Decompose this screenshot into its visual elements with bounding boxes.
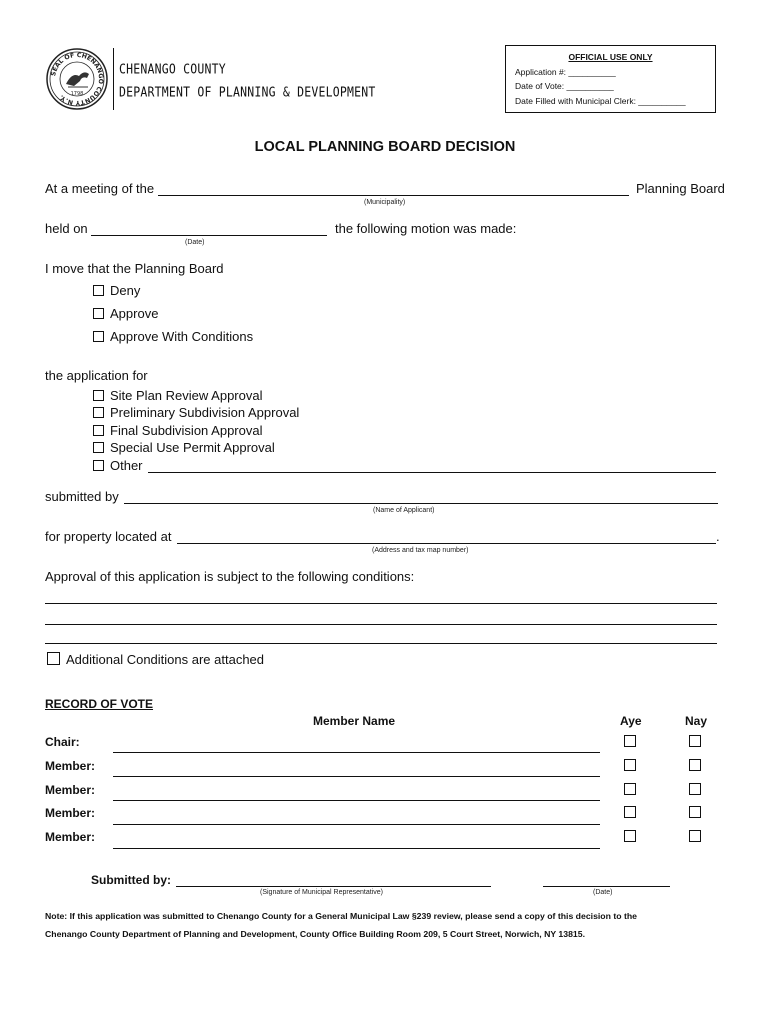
- site-plan-label: Site Plan Review Approval: [110, 388, 263, 403]
- official-use-title: OFFICIAL USE ONLY: [568, 52, 653, 62]
- member-2-nay-checkbox[interactable]: [689, 783, 701, 795]
- official-use-box: [505, 45, 716, 113]
- member-1-nay-checkbox[interactable]: [689, 759, 701, 771]
- department-name: DEPARTMENT OF PLANNING & DEVELOPMENT: [119, 84, 376, 101]
- motion-made-text: the following motion was made:: [335, 221, 517, 236]
- condition-line-3[interactable]: [45, 643, 717, 644]
- county-name: CHENANGO COUNTY: [119, 61, 226, 78]
- held-on-label: held on: [45, 221, 88, 236]
- note-line-2: Chenango County Department of Planning and Development, County Office Building Room 209, 5 Court Street, Norwich, NY 13815.: [45, 929, 585, 939]
- vote-row-label-member-1: Member:: [45, 759, 96, 773]
- member-name-header: Member Name: [313, 714, 396, 728]
- member-2-aye-checkbox[interactable]: [624, 783, 636, 795]
- motion-intro: I move that the Planning Board: [45, 261, 224, 276]
- application-type-final[interactable]: [93, 423, 262, 438]
- application-type-preliminary[interactable]: [93, 405, 299, 420]
- additional-conditions-label: Additional Conditions are attached: [66, 652, 265, 667]
- property-period: .: [716, 529, 720, 544]
- municipality-input-line[interactable]: [158, 195, 629, 196]
- nay-header: Nay: [685, 714, 708, 728]
- application-type-site-plan[interactable]: [93, 388, 262, 403]
- member-2-name-line[interactable]: [113, 800, 600, 801]
- meeting-date-input-line[interactable]: [91, 235, 327, 236]
- header-divider: [113, 48, 114, 110]
- chair-name-line[interactable]: [113, 752, 600, 753]
- signature-date-hint: (Date): [593, 889, 613, 896]
- final-subdivision-checkbox[interactable]: [93, 425, 104, 436]
- member-3-nay-checkbox[interactable]: [689, 806, 701, 818]
- date-hint: (Date): [185, 239, 205, 246]
- svg-text:SEAL OF CHENANGO COUNTY N.Y.: SEAL OF CHENANGO COUNTY N.Y.: [50, 51, 105, 107]
- motion-option-approve-conditions[interactable]: [93, 329, 253, 344]
- chair-nay-checkbox[interactable]: [689, 735, 701, 747]
- vote-row-label-chair: Chair:: [45, 735, 80, 749]
- municipality-hint: (Municipality): [364, 199, 406, 206]
- condition-line-1[interactable]: [45, 603, 717, 604]
- applicant-name-hint: (Name of Applicant): [373, 507, 435, 514]
- approve-with-conditions-label: Approve With Conditions: [110, 329, 254, 344]
- final-subdivision-label: Final Subdivision Approval: [110, 423, 263, 438]
- application-intro: the application for: [45, 368, 148, 383]
- other-checkbox[interactable]: [93, 460, 104, 471]
- county-seal-logo: [46, 48, 108, 110]
- member-4-aye-checkbox[interactable]: [624, 830, 636, 842]
- signature-hint: (Signature of Municipal Representative): [260, 889, 383, 896]
- submitted-by-label: submitted by: [45, 489, 119, 504]
- member-1-aye-checkbox[interactable]: [624, 759, 636, 771]
- special-use-checkbox[interactable]: [93, 442, 104, 453]
- additional-conditions-checkbox[interactable]: [47, 652, 60, 665]
- other-input-line[interactable]: [148, 472, 716, 473]
- other-label: Other: [110, 458, 143, 473]
- property-hint: (Address and tax map number): [372, 547, 469, 554]
- preliminary-subdivision-checkbox[interactable]: [93, 407, 104, 418]
- svg-text:1798: 1798: [70, 91, 84, 97]
- conditions-intro: Approval of this application is subject to the following conditions:: [45, 569, 415, 584]
- date-of-vote-field: Date of Vote: __________: [515, 81, 614, 91]
- property-address-input-line[interactable]: [177, 543, 716, 544]
- planning-board-label: Planning Board: [636, 181, 725, 196]
- application-type-other[interactable]: [93, 458, 143, 473]
- member-1-name-line[interactable]: [113, 776, 600, 777]
- member-4-name-line[interactable]: [113, 848, 600, 849]
- vote-row-label-member-4: Member:: [45, 830, 96, 844]
- approve-checkbox[interactable]: [93, 308, 104, 319]
- additional-conditions-option[interactable]: [47, 652, 264, 667]
- motion-option-deny[interactable]: [93, 283, 140, 298]
- signature-label: Submitted by:: [91, 873, 171, 887]
- note-line-1: Note: If this application was submitted to Chenango County for a General Municipal Law §239 review, please send a copy of this decision to the: [45, 911, 637, 921]
- record-of-vote-heading: RECORD OF VOTE: [45, 697, 154, 711]
- motion-option-approve[interactable]: [93, 306, 158, 321]
- vote-row-label-member-3: Member:: [45, 806, 96, 820]
- signature-date-input-line[interactable]: [543, 886, 670, 887]
- chair-aye-checkbox[interactable]: [624, 735, 636, 747]
- page-title: LOCAL PLANNING BOARD DECISION: [254, 139, 516, 155]
- date-filed-field: Date Filled with Municipal Clerk: __________: [515, 96, 686, 106]
- deny-label: Deny: [110, 283, 141, 298]
- member-3-aye-checkbox[interactable]: [624, 806, 636, 818]
- signature-input-line[interactable]: [176, 886, 491, 887]
- application-type-special-use[interactable]: [93, 440, 275, 455]
- member-4-nay-checkbox[interactable]: [689, 830, 701, 842]
- special-use-label: Special Use Permit Approval: [110, 440, 275, 455]
- vote-row-label-member-2: Member:: [45, 783, 96, 797]
- site-plan-checkbox[interactable]: [93, 390, 104, 401]
- approve-label: Approve: [110, 306, 159, 321]
- property-label: for property located at: [45, 529, 172, 544]
- preliminary-subdivision-label: Preliminary Subdivision Approval: [110, 405, 300, 420]
- aye-header: Aye: [620, 714, 642, 728]
- applicant-name-input-line[interactable]: [124, 503, 718, 504]
- deny-checkbox[interactable]: [93, 285, 104, 296]
- application-number-field: Application #: __________: [515, 67, 616, 77]
- meeting-prefix: At a meeting of the: [45, 181, 155, 196]
- member-3-name-line[interactable]: [113, 824, 600, 825]
- approve-with-conditions-checkbox[interactable]: [93, 331, 104, 342]
- condition-line-2[interactable]: [45, 624, 717, 625]
